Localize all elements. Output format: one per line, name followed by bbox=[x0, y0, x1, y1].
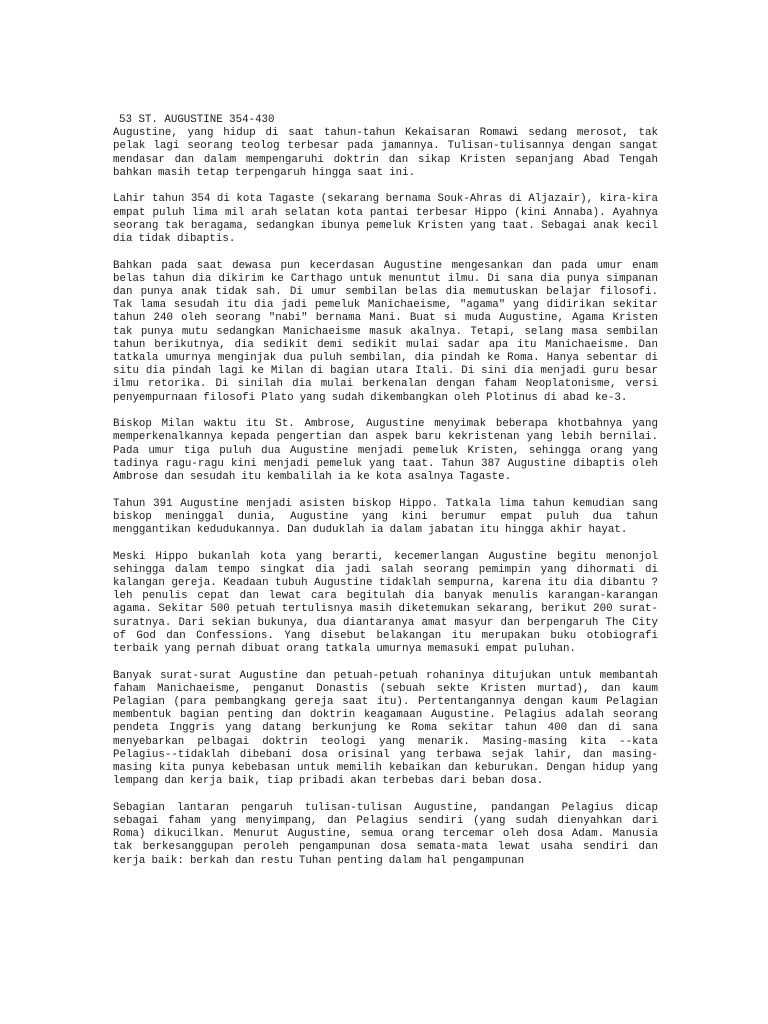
paragraph: Meski Hippo bukanlah kota yang berarti, kecemerlangan Augustine begitu menonjol sehingga dalam tempo singkat dia jadi salah seorang pemimpin yang dihormati di kalangan gereja. Keadaan tubuh Augustine tidaklah sempurna, karena itu dia dibantu ?leh penulis cepat dan lewat cara begitulah dia banyak menulis karangan-karangan agama. Sekitar 500 petuah tertulisnya masih diketemukan sekarang, berikut 200 surat-suratnya. Dari sekian bukunya, dua diantaranya amat masyur dan berpengaruh The City of God dan Confessions. Yang disebut belakangan itu merupakan buku otobiografi terbaik yang pernah dibuat orang tatkala umurnya memasuki empat puluhan. bbox=[113, 550, 658, 656]
document-title: 53 ST. AUGUSTINE 354-430 bbox=[119, 114, 275, 126]
paragraph: Biskop Milan waktu itu St. Ambrose, Augustine menyimak beberapa khotbahnya yang memperkenalkannya kepada pengertian dan aspek baru kekristenan yang lebih bernilai. Pada umur tiga puluh dua Augustine menjadi pemeluk Kristen, sehingga orang yang tadinya ragu-ragu kini menjadi pemeluk yang taat. Tahun 387 Augustine dibaptis oleh Ambrose dan sesudah itu kembalilah ia ke kota asalnya Tagaste. bbox=[113, 418, 658, 484]
paragraph: Sebagian lantaran pengaruh tulisan-tulisan Augustine, pandangan Pelagius dicap sebagai faham yang menyimpang, dan Pelagius sendiri (yang sudah dienyahkan dari Roma) dikucilkan. Menurut Augustine, semua orang tercemar oleh dosa Adam. Manusia tak berkesanggupan peroleh pengampunan dosa semata-mata lewat usaha sendiri dan kerja baik: berkah dan restu Tuhan penting dalam hal pengampunan bbox=[113, 801, 658, 867]
paragraph: Banyak surat-surat Augustine dan petuah-petuah rohaninya ditujukan untuk membantah faham Manichaeisme, penganut Donastis (sebuah sekte Kristen murtad), dan kaum Pelagian (para pembangkang gereja saat itu). Pertentangannya dengan kaum Pelagian membentuk bagian penting dan doktrin keagamaan Augustine. Pelagius adalah seorang pendeta Inggris yang datang berkunjung ke Roma sekitar tahun 400 dan di sana menyebarkan pelbagai doktrin teologi yang menarik. Masing-masing kita --kata Pelagius--tidaklah dibebani dosa orisinal yang terbawa sejak lahir, dan masing-masing kita punya kebebasan untuk memilih kebaikan dan keburukan. Dengan hidup yang lempang dan kerja baik, tiap pribadi akan terbebas dari beban dosa. bbox=[113, 669, 658, 788]
paragraph: Augustine, yang hidup di saat tahun-tahun Kekaisaran Romawi sedang merosot, tak pelak lagi seorang teolog terbesar pada jamannya. Tulisan-tulisannya dengan sangat mendasar dan dalam mempengaruhi doktrin dan sikap Kristen sepanjang Abad Tengah bahkan masih tetap terpengaruh hingga saat ini. bbox=[113, 127, 658, 179]
paragraph: Tahun 391 Augustine menjadi asisten biskop Hippo. Tatkala lima tahun kemudian sang biskop meninggal dunia, Augustine yang kini berumur empat puluh dua tahun menggantikan kedudukannya. Dan duduklah ia dalam jabatan itu hingga akhir hayat. bbox=[113, 497, 658, 537]
paragraph: Lahir tahun 354 di kota Tagaste (sekarang bernama Souk-Ahras di Aljazair), kira-kira empat puluh lima mil arah selatan kota pantai terbesar Hippo (kini Annaba). Ayahnya seorang tak beragama, sedangkan ibunya pemeluk Kristen yang taat. Sebagai anak kecil dia tidak dibaptis. bbox=[113, 193, 658, 246]
paragraph: Bahkan pada saat dewasa pun kecerdasan Augustine mengesankan dan pada umur enam belas tahun dia dikirim ke Carthago untuk menuntut ilmu. Di sana dia punya simpanan dan punya anak tidak sah. Di umur sembilan belas dia memutuskan belajar filosofi. Tak lama sesudah itu dia jadi pemeluk Manichaeisme, "agama" yang didirikan sekitar tahun 240 oleh seorang "nabi" bernama Mani. Buat si muda Augustine, Agama Kristen tak punya mutu sedangkan Manichaeisme masuk akalnya. Tetapi, selang masa sembilan tahun berikutnya, dia sedikit demi sedikit mulai sadar apa itu Manichaeisme. Dan tatkala umurnya menginjak dua puluh sembilan, dia pindah ke Roma. Hanya sebentar di situ dia pindah lagi ke Milan di bagian utara Itali. Di sini dia menjadi guru besar ilmu retorika. Di sinilah dia mulai berkenalan dengan faham Neoplatonisme, versi penyempurnaan filosofi Plato yang sudah dikembangkan oleh Plotinus di abad ke-3. bbox=[113, 259, 658, 404]
